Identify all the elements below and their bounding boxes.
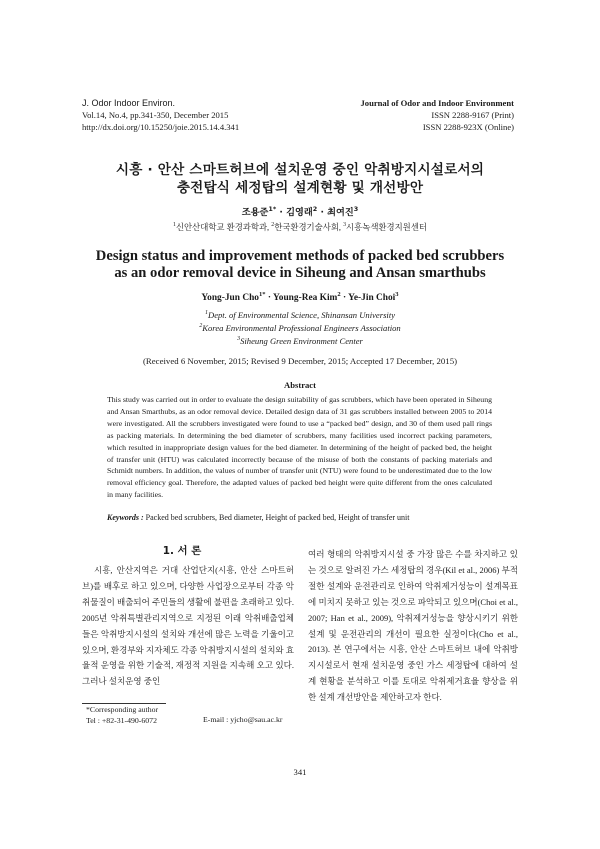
journal-header-left: [82, 98, 239, 133]
author-name: Ye-Jin Choi: [348, 293, 396, 303]
page-number: 341: [293, 767, 307, 777]
author-affiliation-mark: 1*: [268, 204, 277, 213]
author-affiliation-mark: 2: [337, 290, 341, 298]
korean-affiliations: [0, 221, 600, 233]
english-affiliation-3: $^3$Siheung Green Environment Center: [237, 336, 363, 346]
body-text-right-column: 여러 형태의 악취방지시설 중 가장 많은 수를 차지하고 있는 것으로 알려진 가스 세정탑의 경우(Kil et al., 2006) 부적절한 설계와 운전관리로 인하여 악취제거성능이 설계목표에 미치지 못하고 있는 것으로 파악되고 있으며(Choi et al., 2007; Han et al., 2009), 악취제거성능을 향상시키기 위한 설계 및 운전관리의 개선이 필요한 실정이다(Cho et al., 2013). 본 연구에서는 시흥, 안산 스마트허브 내에 악취방지시설로서 현재 설치운영 중인 가스 세정탑에 대하여 설계 현황을 분석하고 이를 토대로 악취제거효율 향상을 위한 설계 개선방안을 제안하고자 한다.: [308, 549, 518, 703]
author-separator: ·: [276, 207, 287, 218]
author-separator: ·: [340, 293, 349, 303]
issn-print: ISSN 2288-9167 (Print): [431, 109, 514, 120]
corresponding-label: *Corresponding author: [86, 705, 159, 714]
author-name: 최여진: [327, 207, 354, 218]
abstract-body: This study was carried out in order to evaluate the design suitability of gas scrubbers, which have been operated in Siheung and Ansan Smarthubs, as an odor removal device. Detailed design data of 31 gas scrubbers installed between 2005 to 2014 were investigated. All the scrubbers investigated were found to use a “packed bed” design, and 30 of them used pall rings as packing materials. In determining the bed diameter of scrubbers, many facilities used incorrect packing parameters, which resulted in inappropriate design values for the bed diameter. In determining of the height of packed bed, the height of transfer unit (HTU) was calculated incorrectly because of the misuse of both the constants of packing materials and Schmidt numbers. In addition, the values of number of transfer unit (NTU) were found to be underestimated due to the low removal efficiency goal. Therefore, the adapted values of packed bed height were quite different from the ones calculated in many facilities.: [107, 395, 492, 500]
korean-title-line1: 시흥 · 안산 스마트허브에 설치운영 중인 악취방지시설로서의: [115, 162, 485, 178]
affiliation-mark: 3: [343, 222, 347, 229]
issn-online: ISSN 2288-923X (Online): [422, 121, 514, 132]
doi-link[interactable]: http://dx.doi.org/10.15250/joie.2015.14.4.341: [82, 121, 240, 132]
author-separator: ·: [265, 293, 274, 303]
author-name: 김영래: [286, 207, 313, 218]
affiliation-mark: 1: [173, 222, 176, 229]
korean-authors: [0, 204, 600, 218]
volume-info: Vol.14, No.4, pp.341-350, December 2015: [82, 109, 229, 120]
author-name: Yong-Jun Cho: [201, 293, 259, 303]
english-affiliation-2: $^2$Korea Environmental Professional Engineers Association: [199, 323, 401, 333]
journal-name: Journal of Odor and Indoor Environment: [360, 98, 514, 108]
section-heading: 1. 서 론: [162, 545, 202, 557]
korean-title-line2: 충전탑식 세정탑의 설계현황 및 개선방안: [176, 180, 424, 196]
english-title-line1: Design status and improvement methods of packed bed scrubbers: [95, 248, 505, 264]
author-name: Young-Rea Kim: [273, 293, 338, 303]
abstract-heading: Abstract: [284, 380, 316, 390]
affiliation-text: 신안산대학교 환경과학과,: [175, 223, 272, 232]
affiliation-text: 시흥녹색환경지원센터: [346, 223, 427, 232]
keywords: [107, 513, 497, 522]
journal-header-right: [360, 98, 514, 133]
english-affiliation-1: $^1$Dept. of Environmental Science, Shinansan University: [204, 310, 396, 320]
affiliation-mark: 2: [271, 222, 275, 229]
english-authors: [0, 290, 600, 303]
body-text-left-column: 시흥, 안산지역은 거대 산업단지(시흥, 안산 스마트허브)를 배후로 하고 있으며, 다양한 사업장으로부터 각종 악취물질이 배출되어 주민들의 생활에 불편을 초래하고 있다. 2005년 악취특별관리지역으로 지정된 이래 악취배출업체들은 악취방지시설의 설치와 개선에 많은 노력을 기울이고 있으며, 환경부와 지자체도 각종 악취방지시설의 설치와 효율적 운영을 위한 기술적, 재정적 지원을 지속해 오고 있다. 그러나 설치운영 중인: [82, 565, 294, 687]
english-title-line2: as an odor removal device in Siheung and Ansan smarthubs: [114, 265, 486, 281]
author-affiliation-mark: 2: [312, 204, 318, 213]
email[interactable]: E-mail : yjcho@sau.ac.kr: [203, 715, 283, 724]
author-separator: ·: [317, 207, 328, 218]
author-name: 조용준: [241, 207, 269, 218]
affiliation-text: 한국환경기술사회,: [274, 223, 344, 232]
corresponding-author-note: [86, 705, 158, 726]
journal-abbrev: J. Odor Indoor Environ.: [82, 98, 176, 108]
footnote-divider: [82, 703, 166, 704]
author-affiliation-mark: 3: [353, 204, 359, 213]
received-dates: (Received 6 November, 2015; Revised 9 December, 2015; Accepted 17 December, 2015): [142, 356, 458, 366]
keywords-list: Packed bed scrubbers, Bed diameter, Height of packed bed, Height of transfer unit: [143, 513, 410, 522]
author-affiliation-mark: 3: [395, 290, 399, 298]
keywords-label: Keywords :: [107, 513, 144, 522]
author-affiliation-mark: 1*: [259, 290, 266, 298]
telephone: Tel : +82-31-490-6072: [86, 715, 157, 725]
